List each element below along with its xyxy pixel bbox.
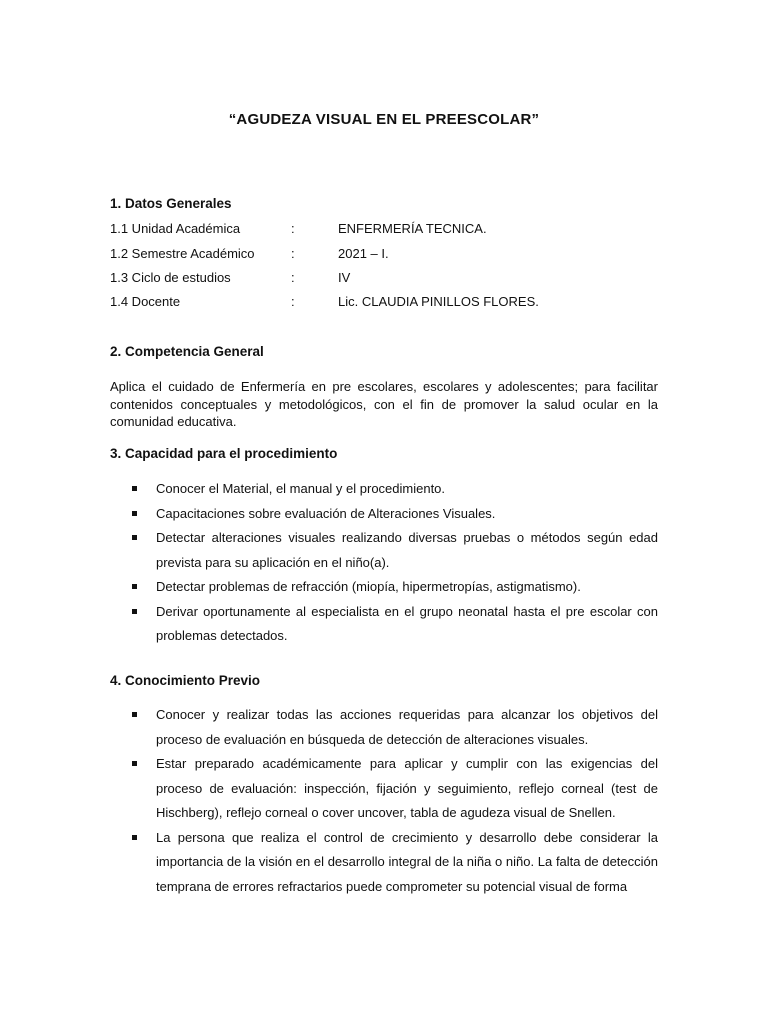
info-label: 1.3 Ciclo de estudios (110, 270, 231, 285)
info-label: 1.4 Docente (110, 294, 181, 309)
info-separator: : (291, 246, 295, 261)
list-item-text: Conocer y realizar todas las acciones requeridas para alcanzar los objetivos del proceso de evaluación en búsqueda de detección de alteraciones visuales. (156, 707, 658, 747)
conocimiento-list (110, 703, 658, 899)
bullet-icon (132, 609, 137, 614)
competencia-paragraph: Aplica el cuidado de Enfermería en pre escolares, escolares y adolescentes; para facilitar contenidos conceptuales y metodológicos, con el fin de promover la salud ocular en la comunidad educativa. (110, 379, 658, 429)
list-item (110, 575, 658, 600)
document-title: “AGUDEZA VISUAL EN EL PREESCOLAR” (228, 111, 540, 128)
section-heading-conocimiento-previo: 4. Conocimiento Previo (110, 673, 261, 688)
bullet-icon (132, 511, 137, 516)
info-separator: : (291, 270, 295, 285)
bullet-icon (132, 712, 137, 717)
list-item (110, 752, 658, 826)
list-item-text: Estar preparado académicamente para aplicar y cumplir con las exigencias del proceso de evaluación: inspección, fijación y seguimiento, reflejo corneal (test de Hischberg), reflejo corneal o cover uncover, tabla de agudeza visual de Snellen. (156, 756, 658, 820)
list-item-text: Detectar alteraciones visuales realizando diversas pruebas o métodos según edad prevista para su aplicación en el niño(a). (156, 530, 658, 570)
list-item (110, 600, 658, 649)
list-item (110, 477, 658, 502)
info-value: IV (338, 270, 351, 285)
list-item-text: Capacitaciones sobre evaluación de Alteraciones Visuales. (156, 505, 496, 521)
bullet-icon (132, 535, 137, 540)
info-value: Lic. CLAUDIA PINILLOS FLORES. (338, 294, 539, 309)
capacidad-list (110, 477, 658, 649)
list-item (110, 502, 658, 527)
info-separator: : (291, 294, 295, 309)
info-value: 2021 – I. (338, 246, 389, 261)
list-item (110, 703, 658, 752)
list-item-text: Derivar oportunamente al especialista en el grupo neonatal hasta el pre escolar con problemas detectados. (156, 603, 658, 643)
bullet-icon (132, 486, 137, 491)
section-heading-capacidad: 3. Capacidad para el procedimiento (110, 446, 338, 461)
list-item (110, 526, 658, 575)
info-separator: : (291, 221, 295, 236)
info-label: 1.2 Semestre Académico (110, 246, 255, 261)
list-item-text: Conocer el Material, el manual y el procedimiento. (156, 481, 446, 496)
section-heading-datos-generales: 1. Datos Generales (110, 196, 232, 211)
info-label: 1.1 Unidad Académica (110, 221, 241, 236)
list-item-text: Detectar problemas de refracción (miopía, hipermetropías, astigmatismo). (156, 579, 581, 594)
bullet-icon (132, 835, 137, 840)
section-heading-competencia-general: 2. Competencia General (110, 344, 264, 359)
info-value: ENFERMERÍA TECNICA. (338, 221, 487, 236)
bullet-icon (132, 584, 137, 589)
bullet-icon (132, 761, 137, 766)
list-item-text: La persona que realiza el control de crecimiento y desarrollo debe considerar la importancia de la visión en el desarrollo integral de la niña o niño. La falta de detección temprana de errores refractarios puede comprometer su potencial visual de forma (156, 829, 658, 894)
list-item (110, 826, 658, 900)
